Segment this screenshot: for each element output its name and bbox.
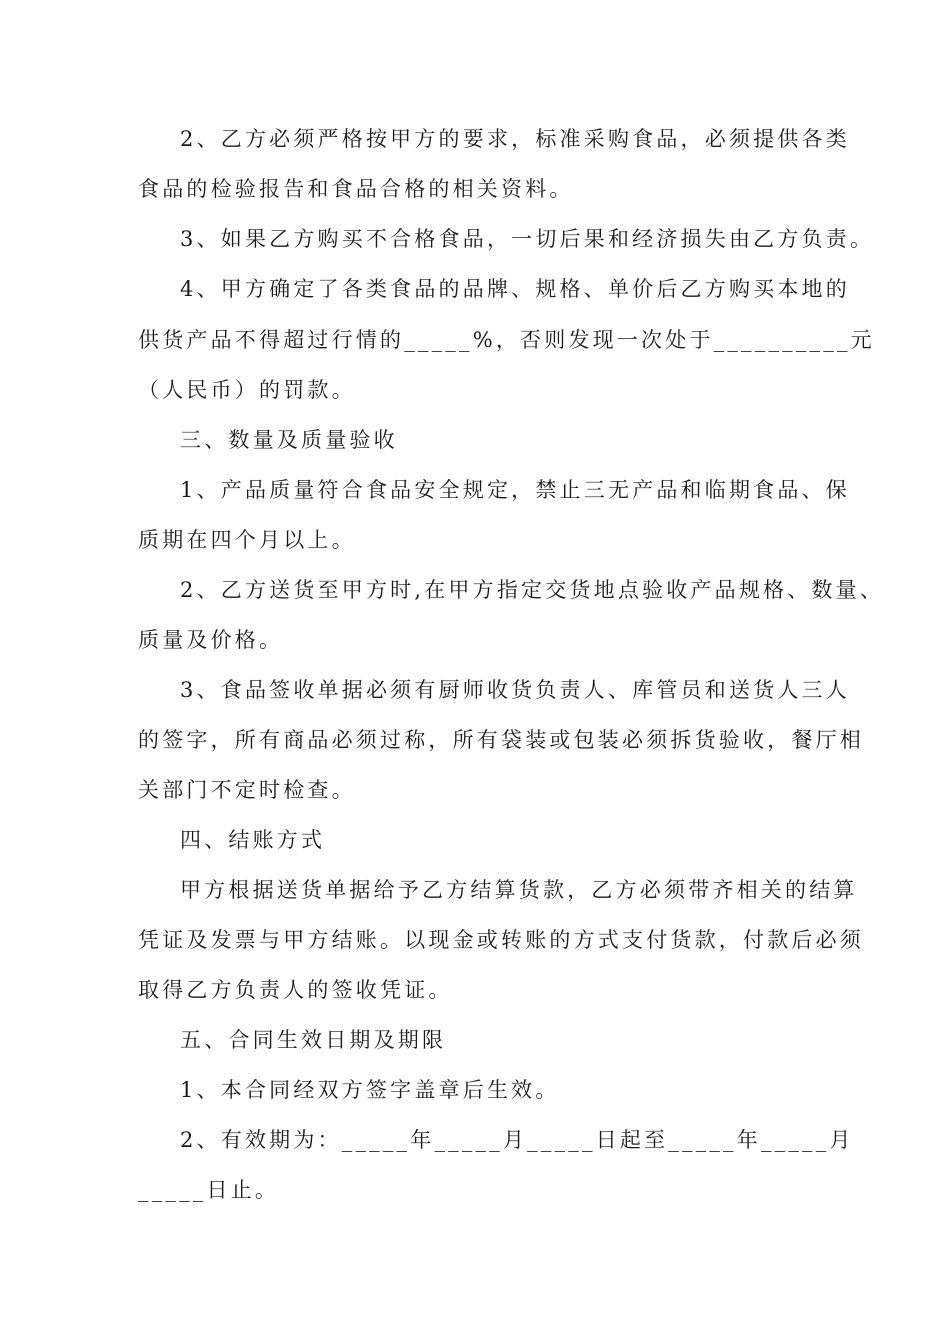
text-line: （人民币）的罚款。 (138, 378, 356, 402)
text-line: 2、乙方送货至甲方时,在甲方指定交货地点验收产品规格、数量、 (180, 578, 885, 602)
text-line: 1、产品质量符合食品安全规定，禁止三无产品和临期食品、保 (180, 478, 850, 502)
text-line: 2、有效期为：_____年_____月_____日起至_____年_____月 (180, 1128, 854, 1152)
text-line: 1、本合同经双方签字盖章后生效。 (180, 1078, 560, 1102)
text-line: 关部门不定时检查。 (138, 778, 356, 802)
text-line: 质量及价格。 (138, 628, 284, 652)
text-line: 2、乙方必须严格按甲方的要求，标准采购食品，必须提供各类 (180, 127, 850, 151)
text-line: 质期在四个月以上。 (138, 528, 356, 552)
section-heading: 四、结账方式 (180, 828, 326, 852)
text-line: 3、如果乙方购买不合格食品，一切后果和经济损失由乙方负责。 (180, 227, 875, 251)
text-line: 食品的检验报告和食品合格的相关资料。 (138, 177, 574, 201)
section-heading: 五、合同生效日期及期限 (180, 1028, 447, 1052)
text-line: 取得乙方负责人的签收凭证。 (138, 978, 453, 1002)
text-line: 甲方根据送货单据给予乙方结算货款，乙方必须带齐相关的结算 (180, 878, 858, 902)
text-line: 的签字，所有商品必须过称，所有袋装或包装必须拆货验收，餐厅相 (138, 728, 864, 752)
section-heading: 三、数量及质量验收 (180, 428, 398, 452)
text-line: _____日止。 (138, 1178, 280, 1202)
text-line: 凭证及发票与甲方结账。以现金或转账的方式支付货款，付款后必须 (138, 928, 864, 952)
text-line: 供货产品不得超过行情的_____%，否则发现一次处于__________元 (138, 328, 875, 352)
text-line: 4、甲方确定了各类食品的品牌、规格、单价后乙方购买本地的 (180, 277, 850, 301)
text-line: 3、食品签收单据必须有厨师收货负责人、库管员和送货人三人 (180, 678, 850, 702)
